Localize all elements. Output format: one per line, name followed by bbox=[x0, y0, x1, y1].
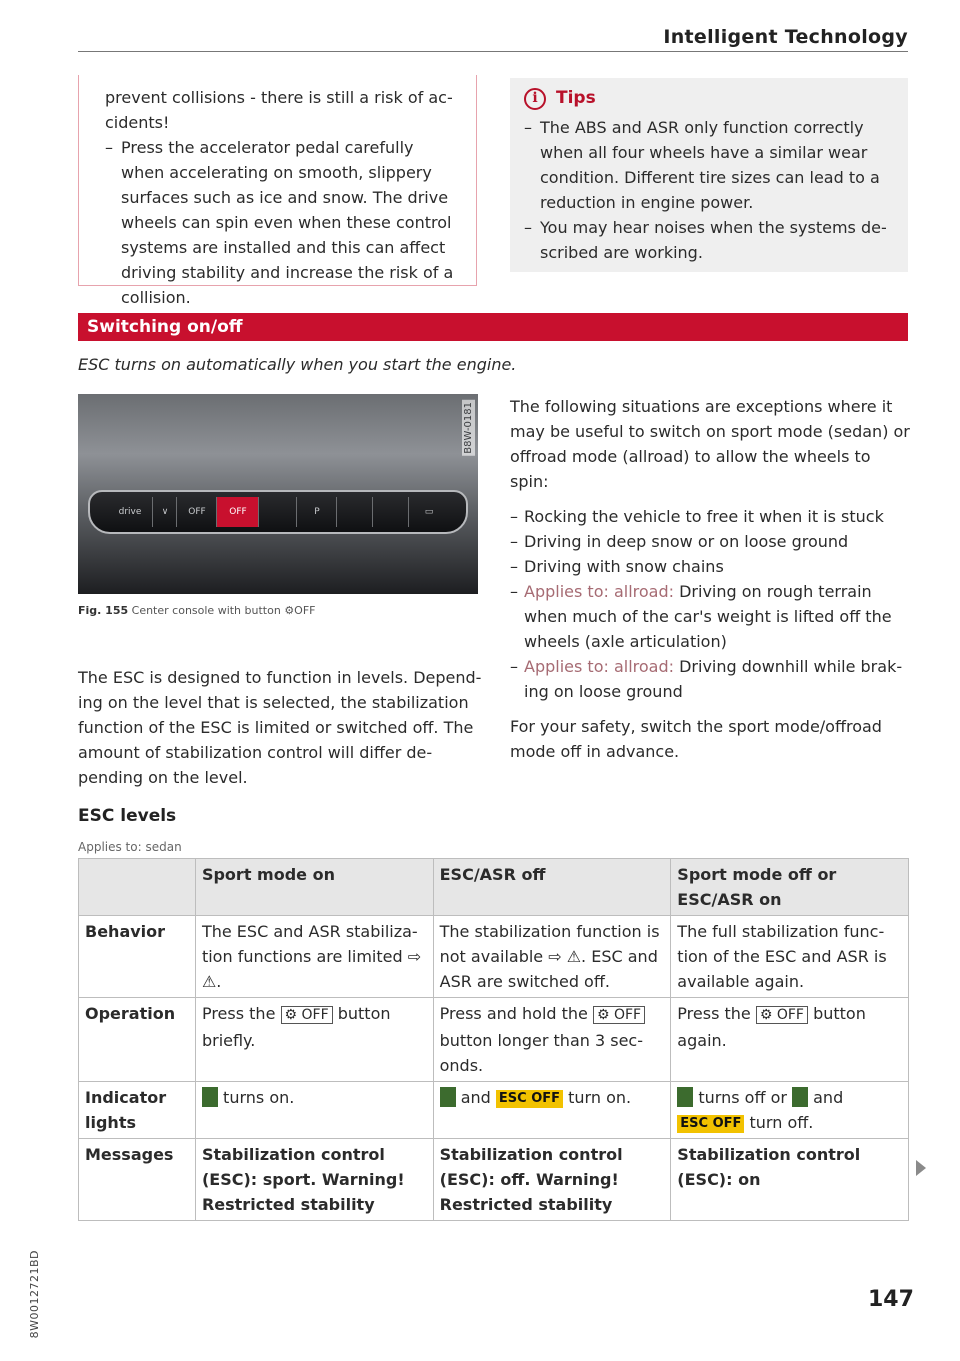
warning-box bbox=[78, 75, 477, 307]
cell-text: button briefly. bbox=[201, 1004, 391, 1050]
cell-text: button longer than 3 sec-onds. bbox=[439, 1031, 643, 1075]
camera-icon: ▭ bbox=[408, 497, 449, 527]
table-cell bbox=[195, 998, 433, 1082]
esc-indicator-icon bbox=[202, 1087, 218, 1107]
row-header: Messages bbox=[79, 1139, 196, 1221]
esc-indicator-icon bbox=[440, 1087, 456, 1107]
body-text: The following situations are exceptions where it may be useful to switch on sport mode (sedan) or offroad mode (allroad) to allow the wheels to spin: bbox=[510, 397, 910, 491]
continue-arrow-icon bbox=[916, 1160, 926, 1176]
cell-text: and bbox=[813, 1088, 844, 1107]
tips-box bbox=[510, 78, 908, 272]
warning-item: – Press the accelerator pedal carefully when accelerating on smooth, slippery surfaces such as ice and snow. The drive wheels can spin even when these control systems are installed and this can affect driving stability and increase the risk of a collision. bbox=[105, 135, 458, 310]
table-cell: Stabilization control (ESC): sport. Warning! Restricted stability bbox=[195, 1139, 433, 1221]
row-header: Operation bbox=[79, 998, 196, 1082]
subsection-heading: ESC levels bbox=[78, 806, 177, 826]
console-button-blank bbox=[336, 497, 373, 527]
tips-item: – You may hear noises when the systems de-scribed are working. bbox=[524, 215, 890, 265]
left-paragraph bbox=[78, 665, 483, 790]
list-item bbox=[510, 554, 910, 579]
warning-text: prevent collisions - there is still a risk of ac-cidents! bbox=[105, 88, 453, 132]
running-header: Intelligent Technology bbox=[663, 26, 908, 48]
header-divider bbox=[78, 51, 908, 52]
table-cell: Stabilization control (ESC): on bbox=[671, 1139, 909, 1221]
cell-text: Press the bbox=[677, 1004, 751, 1023]
esc-off-key: ⚙ OFF bbox=[593, 1006, 645, 1024]
table-cell bbox=[433, 998, 671, 1082]
section-intro: ESC turns on automatically when you start the engine. bbox=[78, 355, 517, 374]
cell-text: Press the bbox=[201, 1004, 276, 1023]
table-cell bbox=[671, 1082, 909, 1139]
table-cell bbox=[433, 1082, 671, 1139]
parking-button: P bbox=[296, 497, 337, 527]
list-item-text: Driving downhill while brak-ing on loose ground bbox=[524, 657, 903, 701]
console-button-blank bbox=[258, 497, 297, 527]
document-code: 8W0012721BD bbox=[28, 1250, 41, 1339]
body-text: For your safety, switch the sport mode/offroad mode off in advance. bbox=[510, 717, 882, 761]
table-cell: The stabilization function is not available ⇨ ⚠. ESC and ASR are switched off. bbox=[433, 916, 671, 998]
esc-off-symbol: ⚙OFF bbox=[284, 604, 316, 617]
table-header: ESC/ASR off bbox=[433, 859, 671, 916]
row-header: Behavior bbox=[79, 916, 196, 998]
list-item-text: Driving in deep snow or on loose ground bbox=[524, 532, 849, 551]
tips-item: – The ABS and ASR only function correctly when all four wheels have a similar wear condition. Different tire sizes can lead to a reduction in engine power. bbox=[524, 115, 890, 215]
figure-caption bbox=[78, 604, 478, 617]
table-row bbox=[79, 1139, 909, 1221]
tips-title: Tips bbox=[556, 88, 596, 108]
figure bbox=[78, 394, 478, 624]
table-header: Sport mode on bbox=[195, 859, 433, 916]
table-header: Sport mode off or ESC/ASR on bbox=[671, 859, 909, 916]
exception-list bbox=[510, 504, 910, 704]
section-heading: Switching on/off bbox=[78, 313, 908, 341]
list-item-text: Driving on rough terrain when much of the car's weight is lifted off the wheels (axle articulation) bbox=[524, 582, 892, 651]
console-button-blank bbox=[372, 497, 409, 527]
table-cell: The ESC and ASR stabiliza-tion functions are limited ⇨ ⚠. bbox=[195, 916, 433, 998]
cell-text: turns off or bbox=[698, 1088, 787, 1107]
applies-to-prefix: Applies to: allroad: bbox=[524, 657, 675, 676]
applies-to-note: Applies to: sedan bbox=[78, 840, 182, 854]
cell-text: turn off. bbox=[749, 1113, 814, 1132]
cell-text: Press and hold the bbox=[439, 1004, 588, 1023]
table-cell bbox=[671, 998, 909, 1082]
table-row bbox=[79, 1082, 909, 1139]
cell-text: turns on. bbox=[223, 1088, 295, 1107]
table-cell bbox=[195, 1082, 433, 1139]
table-cell: Stabilization control (ESC): off. Warning! Restricted stability bbox=[433, 1139, 671, 1221]
esc-off-key: ⚙ OFF bbox=[281, 1006, 333, 1024]
applies-to-prefix: Applies to: allroad: bbox=[524, 582, 675, 601]
page-number: 147 bbox=[868, 1287, 914, 1312]
console-button-panel bbox=[88, 490, 468, 534]
esc-off-indicator-icon: ESC OFF bbox=[496, 1090, 563, 1108]
list-item-text: Driving with snow chains bbox=[524, 557, 724, 576]
esc-off-indicator-icon: ESC OFF bbox=[677, 1115, 744, 1133]
table-header bbox=[79, 859, 196, 916]
table-cell: The full stabilization func-tion of the ESC and ASR is available again. bbox=[671, 916, 909, 998]
cell-text: button again. bbox=[677, 1004, 866, 1050]
center-console-photo bbox=[78, 394, 478, 594]
list-item bbox=[510, 504, 910, 529]
esc-off-key: ⚙ OFF bbox=[756, 1006, 808, 1024]
cell-text: turn on. bbox=[568, 1088, 632, 1107]
figure-label: Fig. 155 bbox=[78, 604, 129, 617]
chevron-down-icon: ∨ bbox=[152, 497, 177, 527]
right-column bbox=[510, 394, 910, 764]
drive-select-button: drive bbox=[118, 507, 142, 517]
list-item bbox=[510, 579, 910, 654]
list-item-text: Rocking the vehicle to free it when it is stuck bbox=[524, 507, 884, 526]
esc-off-button: OFF bbox=[216, 497, 259, 527]
row-header: Indicator lights bbox=[79, 1082, 196, 1139]
esc-levels-table bbox=[78, 858, 909, 1221]
start-stop-off-button: OFF bbox=[176, 497, 217, 527]
esc-indicator-icon bbox=[677, 1087, 693, 1107]
table-header-row bbox=[79, 859, 909, 916]
list-item bbox=[510, 529, 910, 554]
cell-text: and bbox=[460, 1088, 491, 1107]
list-item bbox=[510, 654, 910, 704]
figure-caption-text: Center console with button bbox=[131, 604, 281, 617]
info-icon: i bbox=[524, 88, 546, 110]
body-text: The ESC is designed to function in levels. Depend-ing on the level that is selected, the stabilization function of the ESC is limited or switched off. The amount of stabilization control will differ de-pending on the level. bbox=[78, 668, 482, 787]
tips-header bbox=[524, 86, 890, 111]
table-row bbox=[79, 998, 909, 1082]
figure-id: B8W-0181 bbox=[463, 402, 474, 454]
table-row bbox=[79, 916, 909, 998]
esc-indicator-icon bbox=[792, 1087, 808, 1107]
